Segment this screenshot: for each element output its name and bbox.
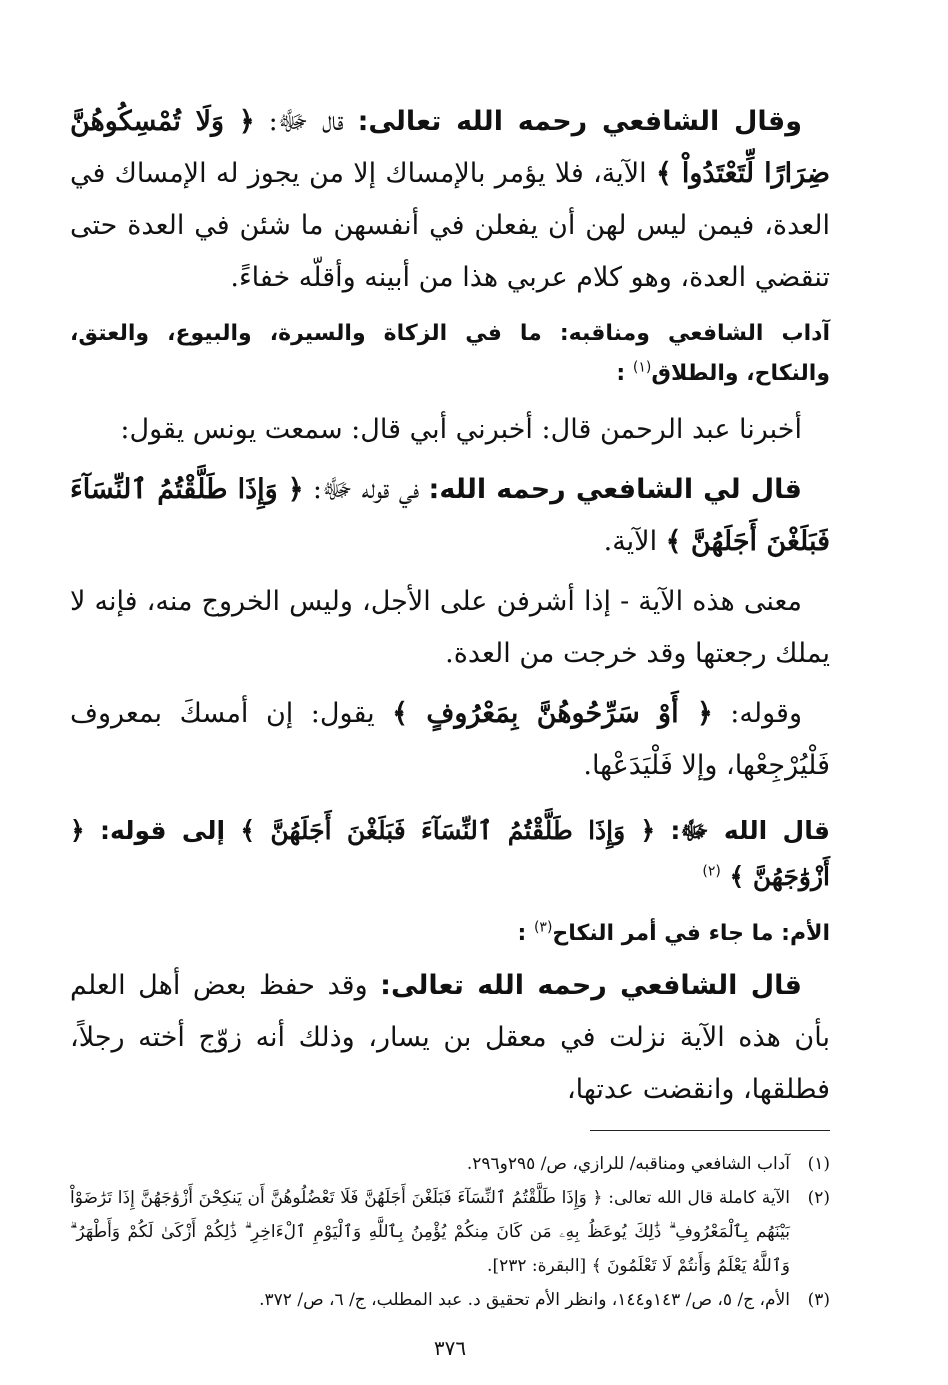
footnote-number: (٣): [807, 1290, 830, 1310]
paragraph-6: [70, 960, 830, 1116]
heading-text: الأم: ما جاء في أمر النكاح: [552, 921, 830, 946]
footnote-3: [70, 1283, 830, 1317]
speaker-label: وقال الشافعي رحمه الله تعالى:: [357, 106, 803, 137]
speaker-label: قال الشافعي رحمه الله تعالى:: [380, 970, 802, 1001]
footnote-2: [70, 1181, 830, 1283]
page-number: ٣٧٦: [433, 1336, 467, 1360]
footnote-ref-2[interactable]: (٢): [702, 863, 721, 880]
heading-colon: :: [616, 361, 633, 386]
footnote-ref-3[interactable]: (٣): [533, 919, 553, 936]
book-page: [70, 96, 830, 1366]
footnotes: [70, 1147, 830, 1317]
isnad-text: أخبرنا عبد الرحمن قال: أخبرني أبي قال: سمعت يونس يقول:: [120, 414, 802, 445]
verse-intro: وقوله:: [712, 698, 803, 729]
quran-verse: ﴿ وَإِذَا طَلَّقْتُمُ ٱلنِّسَآءَ فَبَلَغْنَ أَجَلَهُنَّ ﴾: [240, 816, 656, 845]
paragraph-4: [70, 576, 830, 680]
paragraph-2: [70, 404, 830, 456]
section-heading-adab: [70, 314, 830, 394]
quran-verse: ﴿ وَإِذَا طَلَّقْتُمُ ٱلنِّسَآءَ فَبَلَغْنَ أَجَلَهُنَّ ﴾: [70, 474, 830, 557]
verse-intro: قال ﷻ:: [254, 106, 358, 137]
heading-middle: إلى قوله:: [84, 816, 241, 845]
footnote-number: (١): [807, 1154, 830, 1174]
footnote-text: آداب الشافعي ومناقبه/ للرازي، ص/ ٢٩٥و٢٩٦.: [466, 1154, 790, 1174]
verse-intro: في قوله ﷻ:: [303, 474, 429, 505]
footnote-1: [70, 1147, 830, 1181]
section-heading-umm: [70, 914, 830, 954]
footnote-number: (٢): [807, 1188, 830, 1208]
footnote-text: الآية كاملة قال الله تعالى: ﴿ وَإِذَا طَلَّقْتُمُ ٱلنِّسَآءَ فَبَلَغْنَ أَجَلَهُنَّ فَلَا تَعْضُلُوهُنَّ أَن يَنكِحْنَ أَزْوَٰجَهُنَّ إِذَا تَرَٰضَوْاْ بَيْنَهُم بِٱلْمَعْرُوفِ ۗ ذَٰلِكَ يُوعَظُ بِهِۦ مَن كَانَ مِنكُمْ يُؤْمِنُ بِٱللَّهِ وَٱلْيَوْمِ ٱلْءَاخِرِ ۗ ذَٰلِكُمْ أَزْكَىٰ لَكُمْ وَأَطْهَرُ ۗ وَٱللَّهُ يَعْلَمُ وَأَنتُمْ لَا تَعْلَمُونَ ﴾ [البقرة: ٢٣٢].: [70, 1188, 790, 1276]
paragraph-body: معنى هذه الآية - إذا أشرفن على الأجل، وليس الخروج منه، فإنه لا يملك رجعتها وقد خرجت من العدة.: [70, 586, 830, 669]
paragraph-1: [70, 96, 830, 304]
quran-verse: ﴿ وَلَا تُمْسِكُوهُنَّ ضِرَارًا لِّتَعْتَدُواْ ﴾: [70, 106, 831, 189]
section-heading-verse: [70, 808, 830, 900]
quran-verse: ﴿ أَزْوَٰجَهُنَّ ﴾: [70, 816, 830, 891]
heading-text: آداب الشافعي ومناقبه: ما في الزكاة والسيرة، والبيوع، والعتق، والنكاح، والطلاق: [70, 321, 830, 386]
quran-verse: ﴿ أَوْ سَرِّحُوهُنَّ بِمَعْرُوفٍ ﴾: [392, 698, 713, 729]
speaker-label: قال لي الشافعي رحمه الله:: [428, 474, 802, 505]
paragraph-body: الآية.: [603, 526, 666, 557]
paragraph-body: وقد حفظ بعض أهل العلم بأن هذه الآية نزلت في معقل بن يسار، وذلك أنه زوّج أخته رجلاً، فطلقها، وانقضت عدتها،: [70, 970, 830, 1105]
footnote-divider: [590, 1130, 830, 1131]
paragraph-5: [70, 688, 830, 792]
paragraph-body: الآية، فلا يؤمر بالإمساك إلا من يجوز له الإمساك في العدة، فيمن ليس لهن أن يفعلن في أنفسهن ما شئن في العدة حتى تنقضي العدة، وهو كلام عربي هذا من أبينه وأقلّه خفاءً.: [70, 158, 830, 293]
paragraph-body: يقول: إن أمسكَ بمعروف فَلْيُرْجِعْها، وإلا فَلْيَدَعْها.: [70, 698, 830, 781]
paragraph-3: [70, 464, 830, 568]
heading-prefix: قال الله ﷻ:: [655, 816, 830, 845]
footnote-ref-1[interactable]: (١): [632, 359, 652, 376]
footnote-text: الأم، ج/ ٥، ص/ ١٤٣و١٤٤، وانظر الأم تحقيق د. عبد المطلب، ج/ ٦، ص/ ٣٧٢.: [259, 1290, 790, 1310]
heading-colon: :: [517, 921, 534, 946]
